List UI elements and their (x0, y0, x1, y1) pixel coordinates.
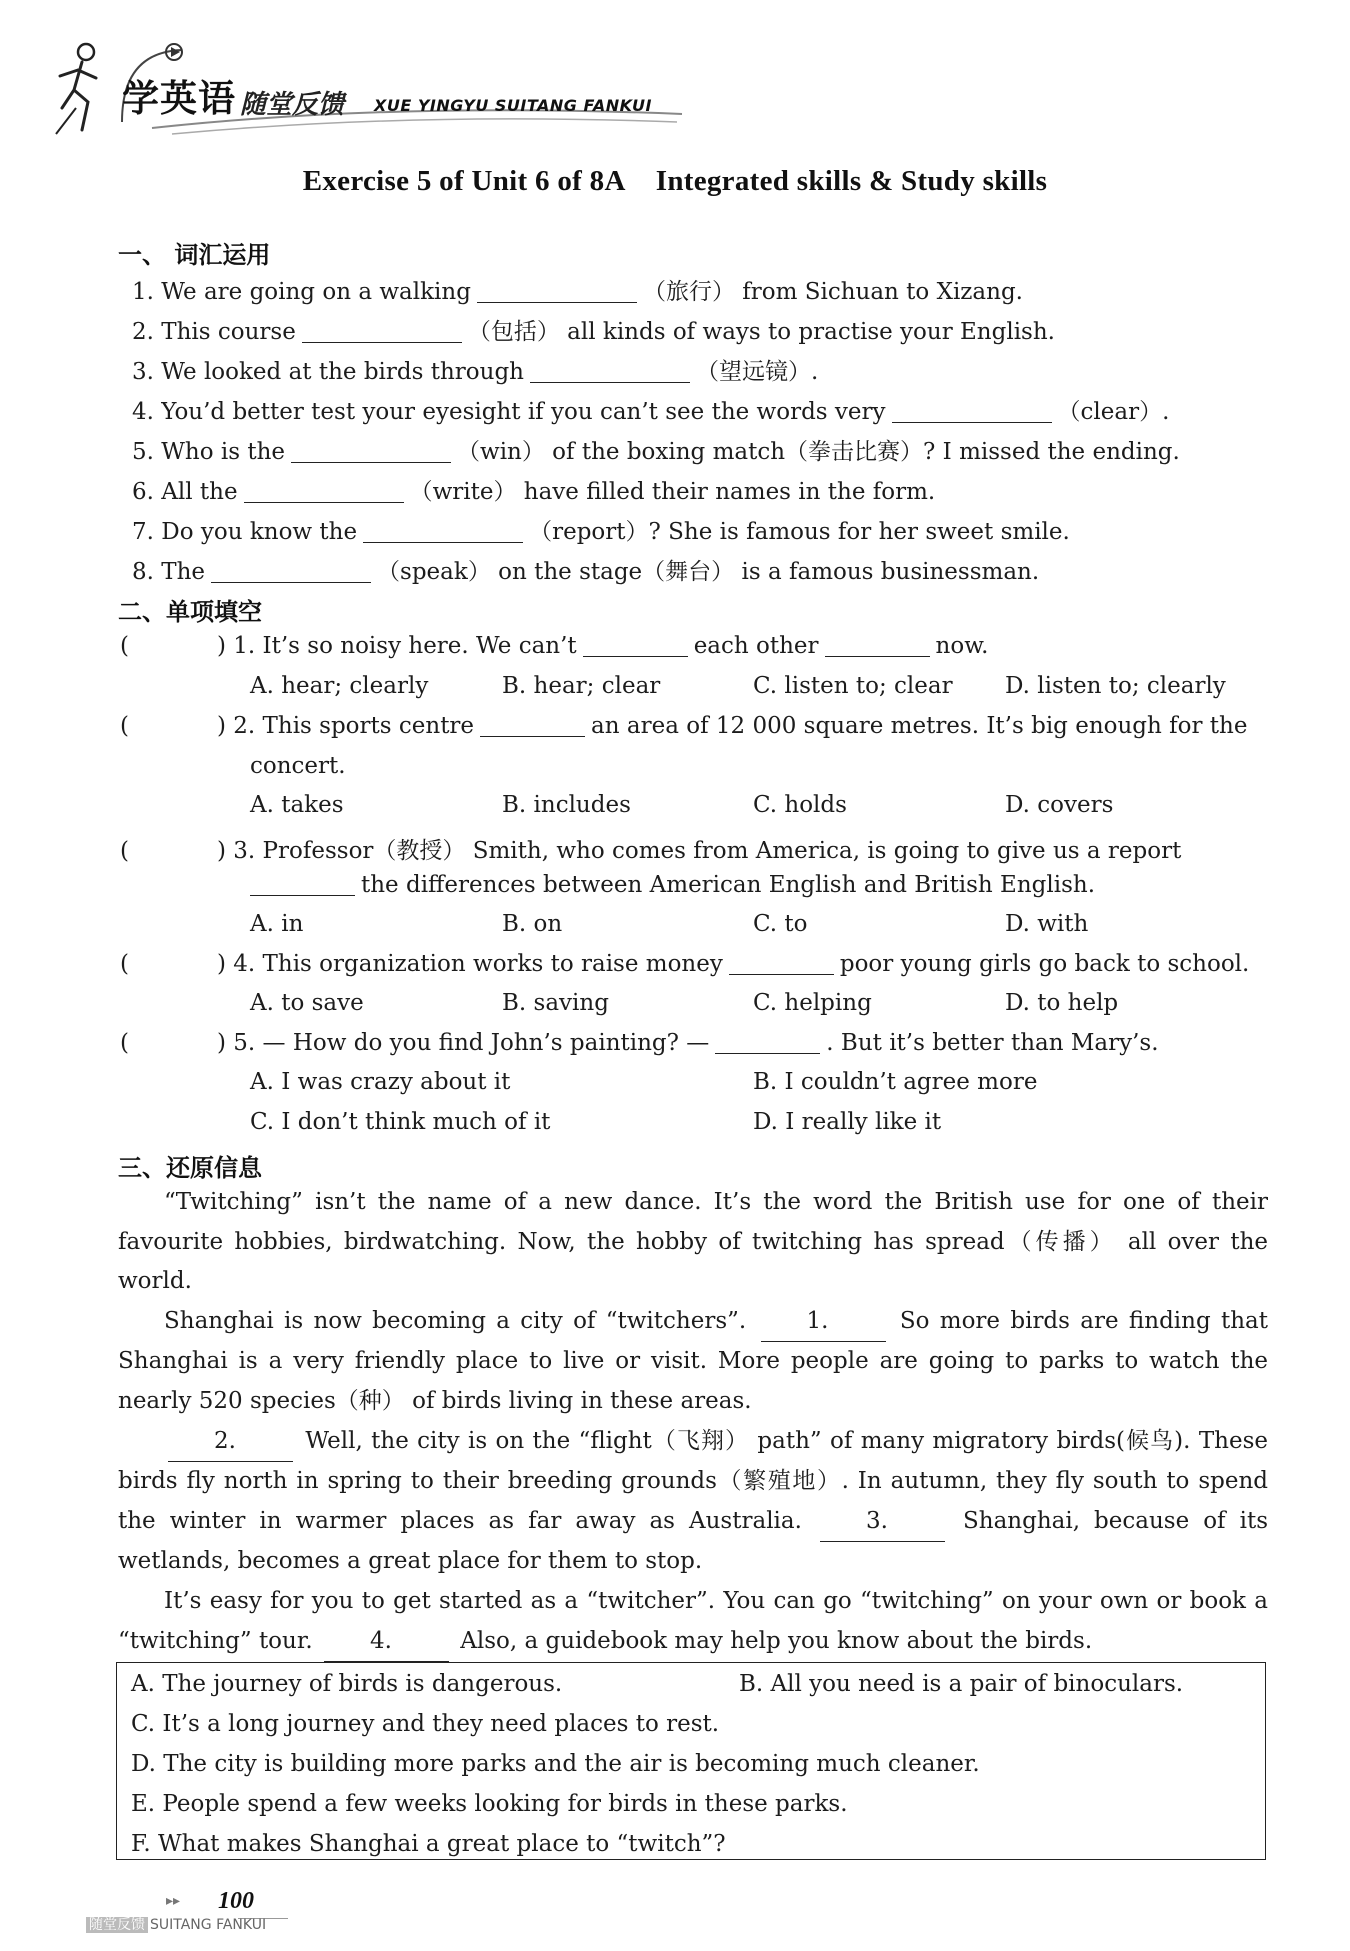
option-d: D. listen to; clearly (1005, 673, 1226, 699)
answer-blank[interactable] (530, 360, 690, 383)
answer-blank (480, 714, 585, 737)
options-box (116, 1662, 1266, 1860)
footer-arrow-icon: ▸▸ (166, 1893, 181, 1909)
mc-question-5: ( ) 5. — How do you find John’s painting? — . But it’s better than Mary’s. (120, 1030, 1159, 1056)
passage-blank-1[interactable]: 1. (761, 1302, 886, 1343)
mc-question-1: ( ) 1. It’s so noisy here. We can’t each other now. (120, 633, 989, 659)
choice-a: A. The journey of birds is dangerous. (131, 1671, 563, 1697)
answer-blank[interactable] (892, 400, 1052, 423)
passage-blank-3[interactable]: 3. (820, 1502, 945, 1543)
option-c: C. I don’t think much of it (250, 1109, 551, 1135)
choice-e: E. People spend a few weeks looking for birds in these parks. (131, 1791, 848, 1817)
brand-subtitle: 随堂反馈 (240, 90, 345, 120)
option-a: A. to save (250, 990, 364, 1016)
answer-blank[interactable] (211, 560, 371, 583)
option-a: A. hear; clearly (250, 673, 429, 699)
option-b: B. saving (502, 990, 609, 1016)
option-d: D. I really like it (753, 1109, 942, 1135)
section3-heading: 三、还原信息 (118, 1154, 262, 1182)
answer-blank[interactable] (291, 440, 451, 463)
option-a: A. takes (250, 792, 344, 818)
page-number: 100 (218, 1888, 254, 1914)
option-d: D. to help (1005, 990, 1119, 1016)
choice-d: D. The city is building more parks and the air is becoming much cleaner. (131, 1751, 980, 1777)
vocab-item-2: 2. This course （包括） all kinds of ways to practise your English. (132, 319, 1055, 345)
vocab-item-1: 1. We are going on a walking （旅行） from Sichuan to Xizang. (132, 279, 1023, 305)
vocab-item-7: 7. Do you know the （report）? She is famous for her sweet smile. (132, 519, 1070, 545)
mc-question-4: ( ) 4. This organization works to raise money poor young girls go back to school. (120, 951, 1250, 977)
section1-heading: 一、 词汇运用 (118, 241, 271, 269)
option-d: D. covers (1005, 792, 1114, 818)
choice-f: F. What makes Shanghai a great place to “twitch”? (131, 1831, 726, 1857)
answer-blank (715, 1031, 820, 1054)
brand-pinyin: XUE YINGYU SUITANG FANKUI (374, 96, 652, 115)
option-a: A. I was crazy about it (250, 1069, 511, 1095)
vocab-item-4: 4. You’d better test your eyesight if you can’t see the words very （clear）. (132, 399, 1170, 425)
section2-heading: 二、单项填空 (118, 598, 262, 626)
answer-bracket[interactable]: ( ) (120, 1030, 226, 1056)
passage-paragraph-1: “Twitching” isn’t the name of a new dance. It’s the word the British use for one of their favourite hobbies, birdwatching. Now, the hobby of twitching has spread（传播） all over the world. (118, 1189, 1268, 1295)
reading-passage (118, 1183, 1268, 1662)
answer-blank (729, 952, 834, 975)
footer-tag (86, 1914, 266, 1934)
passage-paragraph-2: Shanghai is now becoming a city of “twitchers”. 1. So more birds are finding that Shanghai is a very friendly place to live or visit. More people are going to parks to watch the nearly 520 species（种） of birds living in these areas. (118, 1302, 1268, 1422)
answer-blank[interactable] (244, 480, 404, 503)
answer-blank[interactable] (363, 520, 523, 543)
option-a: A. in (250, 911, 304, 937)
footer-tag-en: SUITANG FANKUI (150, 1917, 267, 1933)
option-b: B. I couldn’t agree more (753, 1069, 1038, 1095)
answer-blank (250, 873, 355, 896)
vocab-item-8: 8. The （speak） on the stage（舞台） is a famous businessman. (132, 559, 1040, 585)
option-c: C. holds (753, 792, 847, 818)
page-title (0, 165, 1350, 198)
choice-b: B. All you need is a pair of binoculars. (739, 1671, 1184, 1697)
answer-blank (583, 634, 688, 657)
choice-c: C. It’s a long journey and they need places to rest. (131, 1711, 720, 1737)
option-b: B. includes (502, 792, 631, 818)
vocab-item-3: 3. We looked at the birds through （望远镜）. (132, 359, 819, 385)
option-b: B. on (502, 911, 563, 937)
title-skills: Integrated skills & Study skills (655, 165, 1048, 197)
mc-question-3: ( ) 3. Professor（教授） Smith, who comes from America, is going to give us a report (120, 838, 1182, 864)
answer-bracket[interactable]: ( ) (120, 713, 226, 739)
vocab-item-5: 5. Who is the （win） of the boxing match（拳击比赛）? I missed the ending. (132, 439, 1180, 465)
answer-blank[interactable] (302, 320, 462, 343)
option-d: D. with (1005, 911, 1089, 937)
option-c: C. helping (753, 990, 872, 1016)
passage-blank-4[interactable]: 4. (324, 1622, 449, 1663)
header-banner (52, 38, 692, 138)
option-c: C. listen to; clear (753, 673, 953, 699)
answer-bracket[interactable]: ( ) (120, 838, 226, 864)
answer-blank[interactable] (477, 280, 637, 303)
question-continuation: concert. (250, 753, 346, 779)
answer-bracket[interactable]: ( ) (120, 633, 226, 659)
passage-paragraph-4: It’s easy for you to get started as a “twitcher”. You can go “twitching” on your own or book a “twitching” tour. 4. Also, a guidebook may help you know about the birds. (118, 1582, 1268, 1662)
passage-blank-2[interactable]: 2. (168, 1422, 293, 1463)
option-c: C. to (753, 911, 808, 937)
footer-tag-cn: 随堂反馈 (86, 1917, 148, 1933)
answer-bracket[interactable]: ( ) (120, 951, 226, 977)
mc-question-2: ( ) 2. This sports centre an area of 12 000 square metres. It’s big enough for the (120, 713, 1248, 739)
vocab-item-6: 6. All the （write） have filled their names in the form. (132, 479, 936, 505)
answer-blank (825, 634, 930, 657)
question-continuation: the differences between American English and British English. (244, 872, 1095, 898)
option-b: B. hear; clear (502, 673, 661, 699)
title-exercise: Exercise 5 of Unit 6 of 8A (302, 165, 626, 197)
passage-paragraph-3: 2. Well, the city is on the “flight（飞翔） path” of many migratory birds(候鸟). These birds fly north in spring to their breeding grounds（繁殖地）. In autumn, they fly south to spend the winter in warmer places as far away as Australia. 3. Shanghai, because of its wetlands, becomes a great place for them to stop. (118, 1422, 1268, 1582)
brand-title: 学英语 (122, 77, 236, 120)
